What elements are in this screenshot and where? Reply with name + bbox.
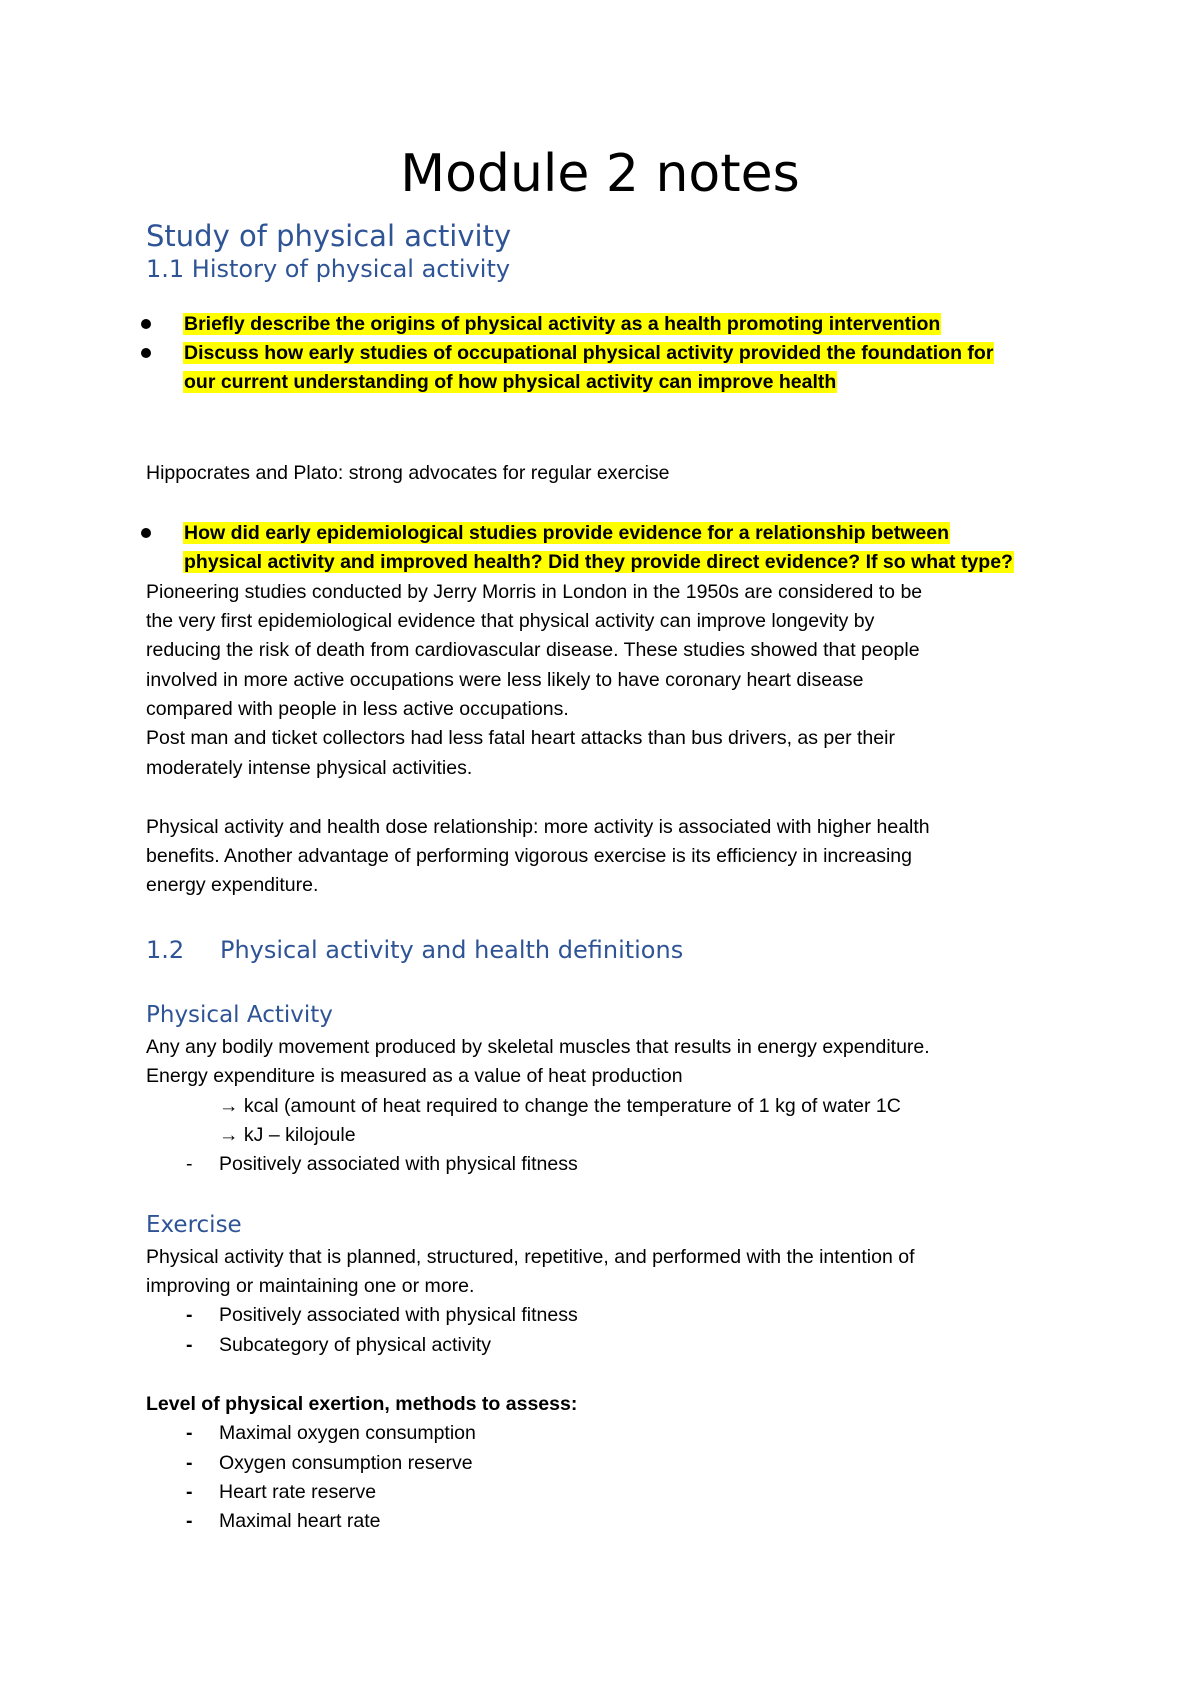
objective-2-text: Discuss how early studies of occupational physical activity provided the foundation for: [184, 342, 994, 364]
para1-line-3: reducing the risk of death from cardiovascular disease. These studies showed that people: [146, 639, 920, 661]
exertion-item-4: Maximal heart rate: [219, 1510, 381, 1532]
dash-marker: -: [186, 1304, 193, 1326]
para2-line-2: benefits. Another advantage of performing vigorous exercise is its efficiency in increasing: [146, 845, 912, 867]
pa-arrow-kj: → kJ – kilojoule: [219, 1124, 356, 1146]
objective-2: [183, 341, 994, 365]
para1-line-5: compared with people in less active occupations.: [146, 698, 569, 720]
dash-marker: -: [186, 1153, 193, 1175]
objective-1: [183, 312, 941, 336]
objective-2-cont: [183, 370, 837, 394]
ex-item-2: Subcategory of physical activity: [219, 1334, 492, 1356]
heading-1-1: 1.1 History of physical activity: [146, 255, 511, 283]
question-2: [183, 550, 1014, 574]
bullet-icon: [141, 319, 151, 329]
pa-def-line-2: Energy expenditure is measured as a value of heat production: [146, 1065, 683, 1087]
para1-line-1: Pioneering studies conducted by Jerry Morris in London in the 1950s are considered to be: [146, 581, 923, 603]
hippocrates-line: Hippocrates and Plato: strong advocates for regular exercise: [146, 462, 670, 484]
exertion-heading: Level of physical exertion, methods to assess:: [146, 1393, 578, 1415]
exertion-item-3: Heart rate reserve: [219, 1481, 377, 1503]
para1-line-6: Post man and ticket collectors had less fatal heart attacks than bus drivers, as per their: [146, 727, 895, 749]
para1-line-2: the very first epidemiological evidence that physical activity can improve longevity by: [146, 610, 875, 632]
dash-marker: -: [186, 1422, 193, 1444]
ex-item-1: Positively associated with physical fitness: [219, 1304, 578, 1326]
objective-2-cont-text: our current understanding of how physical activity can improve health: [184, 371, 837, 393]
para1-line-7: moderately intense physical activities.: [146, 757, 473, 779]
para1-line-4: involved in more active occupations were less likely to have coronary heart disease: [146, 669, 864, 691]
exertion-item-2: Oxygen consumption reserve: [219, 1452, 473, 1474]
pa-item: Positively associated with physical fitness: [219, 1153, 578, 1175]
document-title: Module 2 notes: [400, 144, 800, 204]
dash-marker: -: [186, 1452, 193, 1474]
ex-def-line-1: Physical activity that is planned, structured, repetitive, and performed with the intention of: [146, 1246, 915, 1268]
section-heading: Study of physical activity: [146, 219, 512, 253]
objective-1-text: Briefly describe the origins of physical activity as a health promoting intervention: [184, 313, 941, 335]
heading-physical-activity: Physical Activity: [146, 1002, 333, 1028]
pa-arrow-kcal: → kcal (amount of heat required to change the temperature of 1 kg of water 1C: [219, 1095, 901, 1117]
bullet-icon: [141, 528, 151, 538]
dash-marker: -: [186, 1334, 193, 1356]
heading-1-2: [146, 938, 683, 962]
pa-def-line-1: Any any bodily movement produced by skeletal muscles that results in energy expenditure.: [146, 1036, 930, 1058]
question-1-text: How did early epidemiological studies provide evidence for a relationship between: [184, 522, 950, 544]
heading-1-2-text: Physical activity and health definitions: [220, 936, 684, 964]
exertion-item-1: Maximal oxygen consumption: [219, 1422, 476, 1444]
dash-marker: -: [186, 1481, 193, 1503]
question-2-text: physical activity and improved health? Did they provide direct evidence? If so what type?: [184, 551, 1013, 573]
ex-def-line-2: improving or maintaining one or more.: [146, 1275, 475, 1297]
para2-line-1: Physical activity and health dose relationship: more activity is associated with higher health: [146, 816, 930, 838]
heading-1-2-number: 1.2: [146, 936, 185, 964]
dash-marker: -: [186, 1510, 193, 1532]
question-1: [183, 521, 950, 545]
bullet-icon: [141, 348, 151, 358]
para2-line-3: energy expenditure.: [146, 874, 319, 896]
heading-exercise: Exercise: [146, 1212, 242, 1238]
